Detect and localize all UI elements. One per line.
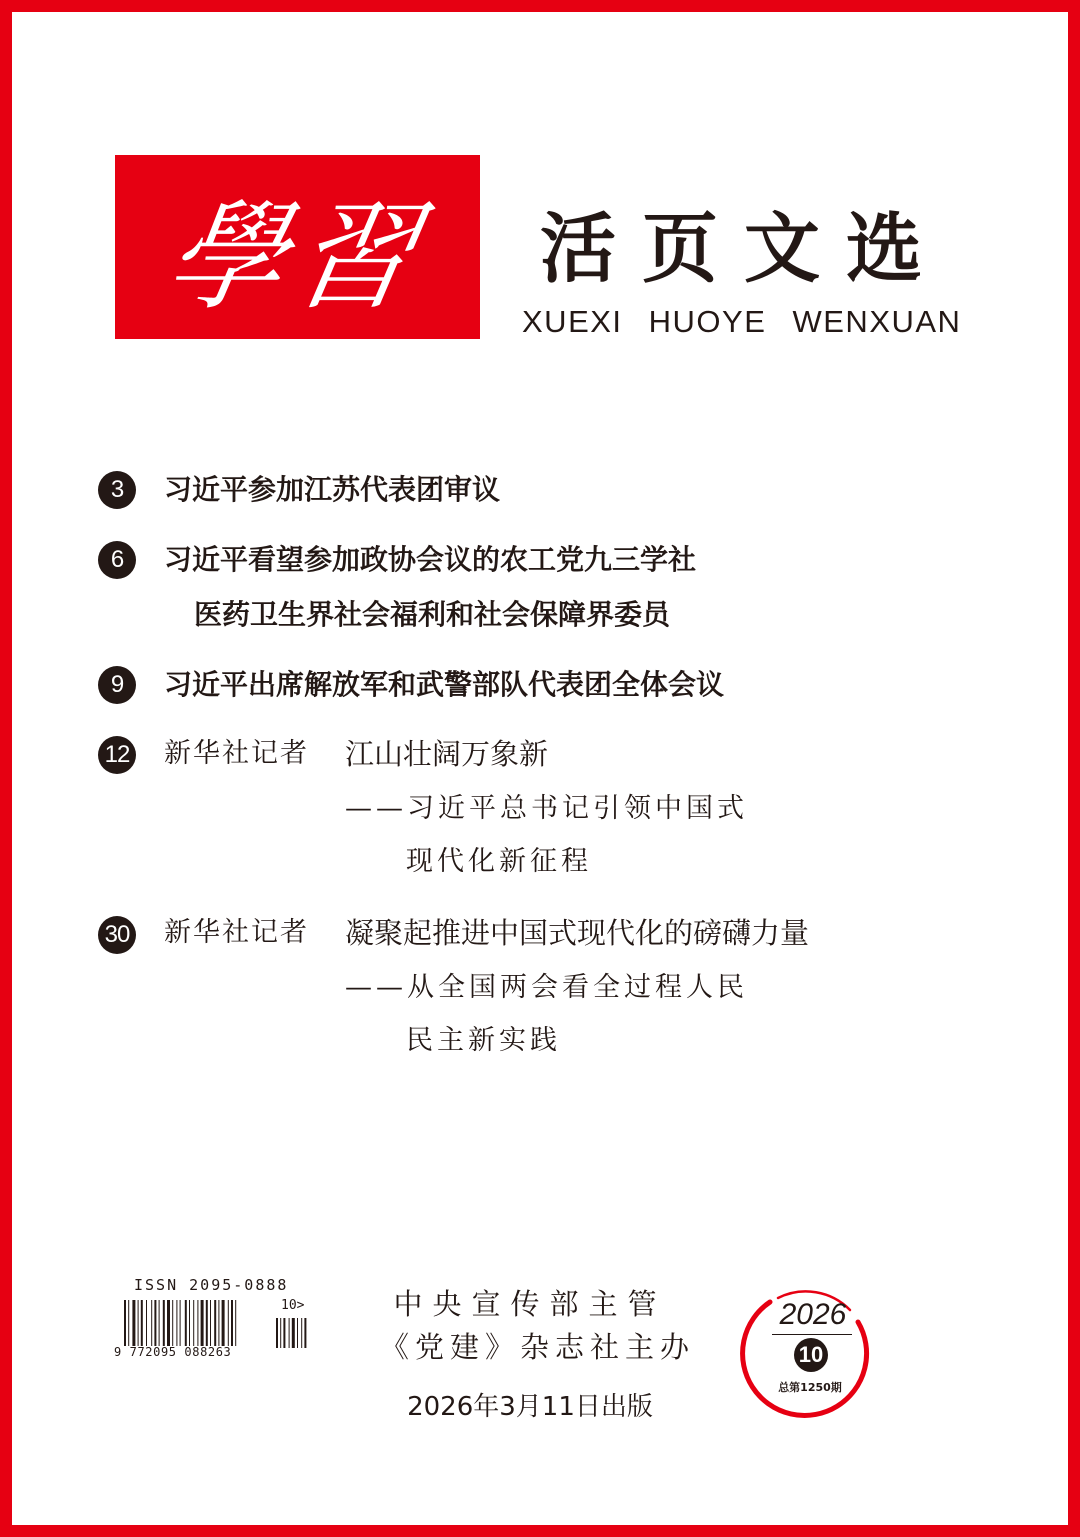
toc-subtitle: ——从全国两会看全过程人民: [345, 972, 748, 1003]
sponsor-line: 《党建》杂志社主办: [380, 1330, 696, 1364]
publication-date: 2026年3月11日出版: [407, 1392, 653, 1422]
issue-number: 10: [794, 1338, 828, 1372]
barcode-addon: 10>: [281, 1298, 305, 1313]
issn-label: ISSN 2095-0888: [134, 1276, 289, 1294]
toc-subtitle-continued: 民主新实践: [406, 1025, 561, 1056]
toc-article-title: 江山壮阔万象新: [345, 737, 549, 771]
toc-page-number: 12: [98, 736, 136, 774]
issue-divider: [772, 1334, 852, 1335]
toc-headline-continued: 医药卫生界社会福利和社会保障界委员: [194, 598, 671, 631]
supervisor-line: 中央宣传部主管: [393, 1287, 667, 1321]
magazine-title: 活页文选: [540, 204, 948, 293]
toc-headline: 习近平参加江苏代表团审议: [164, 473, 501, 506]
toc-subtitle-continued: 现代化新征程: [406, 846, 592, 877]
toc-author: 新华社记者: [164, 738, 309, 769]
toc-article-title: 凝聚起推进中国式现代化的磅礴力量: [345, 916, 810, 950]
ean-digits: 9 772095 088263: [114, 1345, 232, 1359]
toc-page-number: 9: [98, 666, 136, 704]
toc-page-number: 6: [98, 541, 136, 579]
toc-subtitle: ——习近平总书记引领中国式: [345, 793, 748, 824]
logo-calligraphy: 學習: [155, 188, 436, 326]
toc-headline: 习近平出席解放军和武警部队代表团全体会议: [164, 668, 725, 701]
toc-author: 新华社记者: [164, 917, 309, 948]
issue-year: 2026: [779, 1298, 847, 1331]
magazine-title-pinyin: XUEXI HUOYE WENXUAN: [522, 304, 962, 339]
toc-page-number: 30: [98, 916, 136, 954]
toc-page-number: 3: [98, 471, 136, 509]
toc-headline: 习近平看望参加政协会议的农工党九三学社: [164, 543, 697, 576]
issue-total: 总第1250期: [778, 1381, 842, 1394]
